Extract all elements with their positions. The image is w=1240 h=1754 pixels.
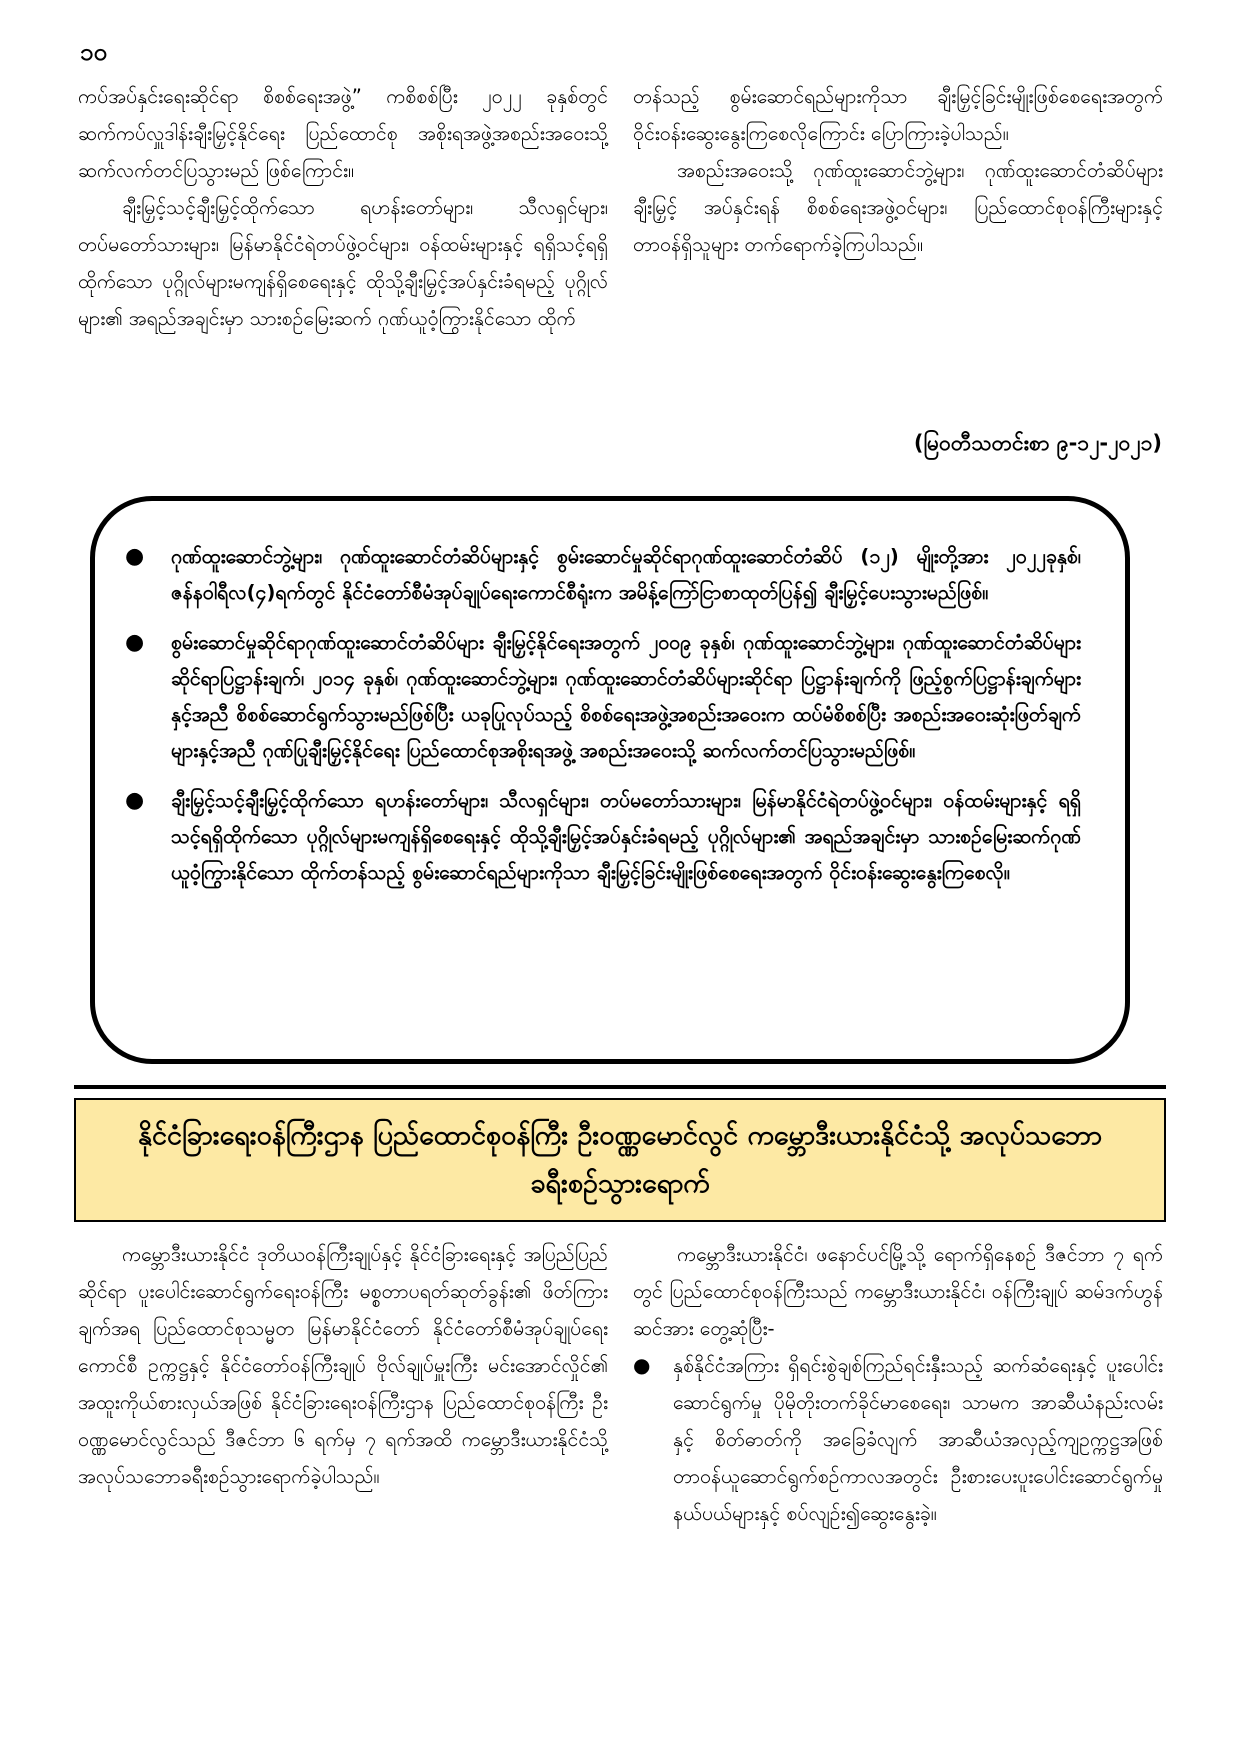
top-article-columns [78,78,1163,337]
bullet-icon: ● [125,788,145,813]
summary-point-text: စွမ်းဆောင်မှုဆိုင်ရာဂုဏ်ထူးဆောင်တံဆိပ်များ ချီးမြှင့်နိုင်ရေးအတွက် ၂၀၀၉ ခုနှစ်၊ ဂုဏ်ထူးဆောင်ဘွဲ့များ၊ ဂုဏ်ထူးဆောင်တံဆိပ်များဆိုင်ရာပြဋ္ဌာန်းချက်၊ ၂၀၁၄ ခုနှစ်၊ ဂုဏ်ထူးဆောင်ဘွဲ့များ၊ ဂုဏ်ထူးဆောင်တံဆိပ်များဆိုင်ရာ ပြဋ္ဌာန်းချက်ကို ဖြည့်စွက်ပြဋ္ဌာန်းချက်များနှင့်အညီ စိစစ်ဆောင်ရွက်သွားမည်ဖြစ်ပြီး ယခုပြုလုပ်သည့် စိစစ်ရေးအဖွဲ့အစည်းအဝေးက ထပ်မံစိစစ်ပြီး အစည်းအဝေးဆုံးဖြတ်ချက်များနှင့်အညီ ဂုဏ်ပြုချီးမြှင့်နိုင်ရေး ပြည်ထောင်စုအစိုးရအဖွဲ့ အစည်းအဝေးသို့ ဆက်လက်တင်ပြသွားမည်ဖြစ်။ [171,631,1081,762]
paragraph: ကမ္ဘောဒီးယားနိုင်ငံ ဒုတိယဝန်ကြီးချုပ်နှင့် နိုင်ငံခြားရေးနှင့် အပြည်ပြည်ဆိုင်ရာ ပူးပေါင်းဆောင်ရွက်ရေးဝန်ကြီး မစ္စတာပရတ်ဆုတ်ခွန်း၏ ဖိတ်ကြားချက်အရ ပြည်ထောင်စုသမ္မတ မြန်မာနိုင်ငံတော် နိုင်ငံတော်စီမံအုပ်ချုပ်ရေးကောင်စီ ဥက္ကဋ္ဌနှင့် နိုင်ငံတော်ဝန်ကြီးချုပ် ဗိုလ်ချုပ်မှူးကြီး မင်းအောင်လှိုင်၏ အထူးကိုယ်စားလှယ်အဖြစ် နိုင်ငံခြားရေးဝန်ကြီးဌာန ပြည်ထောင်စုဝန်ကြီး ဦးဝဏ္ဏမောင်လွင်သည် ဒီဇင်ဘာ ၆ ရက်မှ ၇ ရက်အထိ ကမ္ဘောဒီးယားနိုင်ငံသို့ အလုပ်သဘောခရီးစဉ်သွားရောက်ခဲ့ပါသည်။ [78,1243,608,1488]
list-item [125,625,1081,769]
list-item [125,783,1081,891]
summary-point-text: ဂုဏ်ထူးဆောင်ဘွဲ့များ၊ ဂုဏ်ထူးဆောင်တံဆိပ်များနှင့် စွမ်းဆောင်မှုဆိုင်ရာဂုဏ်ထူးဆောင်တံဆိပ် (၁၂) မျိုးတို့အား ၂၀၂၂ခုနှစ်၊ ဇန်နဝါရီလ(၄)ရက်တွင် နိုင်ငံတော်စီမံအုပ်ချုပ်ရေးကောင်စီရုံးက အမိန့်ကြော်ငြာစာထုတ်ပြန်၍ ချီးမြှင့်ပေးသွားမည်ဖြစ်။ [171,545,1081,604]
article-headline-box [74,1098,1166,1222]
bottom-left-column [78,1236,608,1532]
summary-box [90,496,1130,1064]
bottom-article-columns [78,1236,1163,1532]
source-citation: (မြဝတီသတင်းစာ ၉-၁၂-၂၀၂၁) [913,431,1162,455]
list-item [125,539,1081,611]
paragraph: ကမ္ဘောဒီးယားနိုင်ငံ၊ ဖနောင်ပင်မြို့သို့ ရောက်ရှိနေစဉ် ဒီဇင်ဘာ ၇ ရက်တွင် ပြည်ထောင်စုဝန်ကြီးသည် ကမ္ဘောဒီးယားနိုင်ငံ၊ ဝန်ကြီးချုပ် ဆမ်ဒက်ဟွန်ဆင်အား တွေ့ဆုံပြီး- [633,1243,1163,1340]
page-number: ၁၀ [80,38,107,66]
summary-point-text: ချီးမြှင့်သင့်ချီးမြှင့်ထိုက်သော ရဟန်းတော်များ၊ သီလရှင်များ၊ တပ်မတော်သားများ၊ မြန်မာနိုင်ငံရဲတပ်ဖွဲ့ဝင်များ၊ ဝန်ထမ်းများနှင့် ရရှိသင့်ရရှိထိုက်သော ပုဂ္ဂိုလ်များမကျန်ရှိစေရေးနှင့် ထိုသို့ချီးမြှင့်အပ်နှင်းခံရမည့် ပုဂ္ဂိုလ်များ၏ အရည်အချင်းမှာ သားစဉ်မြေးဆက်ဂုဏ်ယူဝံ့ကြွားနိုင်သော ထိုက်တန်သည့် စွမ်းဆောင်ရည်များကိုသာ ချီးမြှင့်ခြင်းမျိုးဖြစ်စေရေးအတွက် ဝိုင်းဝန်းဆွေးနွေးကြစေလို။ [171,789,1081,884]
article-headline: နိုင်ငံခြားရေးဝန်ကြီးဌာန ပြည်ထောင်စုဝန်ကြီး ဦးဝဏ္ဏမောင်လွင် ကမ္ဘောဒီးယားနိုင်ငံသို့ အလုပ်သဘောခရီးစဉ်သွားရောက် [138,1120,1102,1199]
paragraph: တန်သည့် စွမ်းဆောင်ရည်များကိုသာ ချီးမြှင့်ခြင်းမျိုးဖြစ်စေရေးအတွက် ဝိုင်းဝန်းဆွေးနွေးကြစေလိုကြောင်း ပြောကြားခဲ့ပါသည်။ [633,85,1163,145]
meeting-point-text: နှစ်နိုင်ငံအကြား ရှိရင်းစွဲချစ်ကြည်ရင်းနှီးသည့် ဆက်ဆံရေးနှင့် ပူးပေါင်းဆောင်ရွက်မှု ပိုမိုတိုးတက်ခိုင်မာစေရေး၊ သာမက အာဆီယံနည်းလမ်းနှင့် စိတ်ဓာတ်ကို အခြေခံလျက် အာဆီယံအလှည့်ကျဥက္ကဋ္ဌအဖြစ် တာဝန်ယူဆောင်ရွက်စဉ်ကာလအတွင်း ဦးစားပေးပူးပေါင်းဆောင်ရွက်မှုနယ်ပယ်များနှင့် စပ်လျဉ်း၍ဆွေးနွေးခဲ့။ [673,1354,1163,1525]
meeting-points-list [633,1347,1163,1532]
paragraph: ကပ်အပ်နှင်းရေးဆိုင်ရာ စိစစ်ရေးအဖွဲ့” ကစိစစ်ပြီး ၂၀၂၂ ခုနှစ်တွင် ဆက်ကပ်လှူဒါန်းချီးမြှင့်နိုင်ရေး ပြည်ထောင်စု အစိုးရအဖွဲ့အစည်းအဝေးသို့ ဆက်လက်တင်ပြသွားမည် ဖြစ်ကြောင်း။ [78,85,608,182]
top-left-column [78,78,608,337]
bottom-right-column [633,1236,1163,1532]
paragraph: အစည်းအဝေးသို့ ဂုဏ်ထူးဆောင်ဘွဲ့များ၊ ဂုဏ်ထူးဆောင်တံဆိပ်များချီးမြှင့် အပ်နှင်းရန် စိစစ်ရေးအဖွဲ့ဝင်များ၊ ပြည်ထောင်စုဝန်ကြီးများနှင့် တာဝန်ရှိသူများ တက်ရောက်ခဲ့ကြပါသည်။ [633,159,1163,256]
bullet-icon: ● [633,1353,651,1377]
paragraph: ချီးမြှင့်သင့်ချီးမြှင့်ထိုက်သော ရဟန်းတော်များ၊ သီလရှင်များ၊ တပ်မတော်သားများ၊ မြန်မာနိုင်ငံရဲတပ်ဖွဲ့ဝင်များ၊ ဝန်ထမ်းများနှင့် ရရှိသင့်ရရှိထိုက်သော ပုဂ္ဂိုလ်များမကျန်ရှိစေရေးနှင့် ထိုသို့ချီးမြှင့်အပ်နှင်းခံရမည့် ပုဂ္ဂိုလ်များ၏ အရည်အချင်းမှာ သားစဉ်မြေးဆက် ဂုဏ်ယူဝံ့ကြွားနိုင်သော ထိုက် [78,196,608,330]
summary-list [125,539,1081,891]
bullet-icon: ● [125,544,145,569]
top-right-column [633,78,1163,337]
section-divider [74,1085,1166,1089]
bullet-icon: ● [125,630,145,655]
list-item [633,1347,1163,1532]
